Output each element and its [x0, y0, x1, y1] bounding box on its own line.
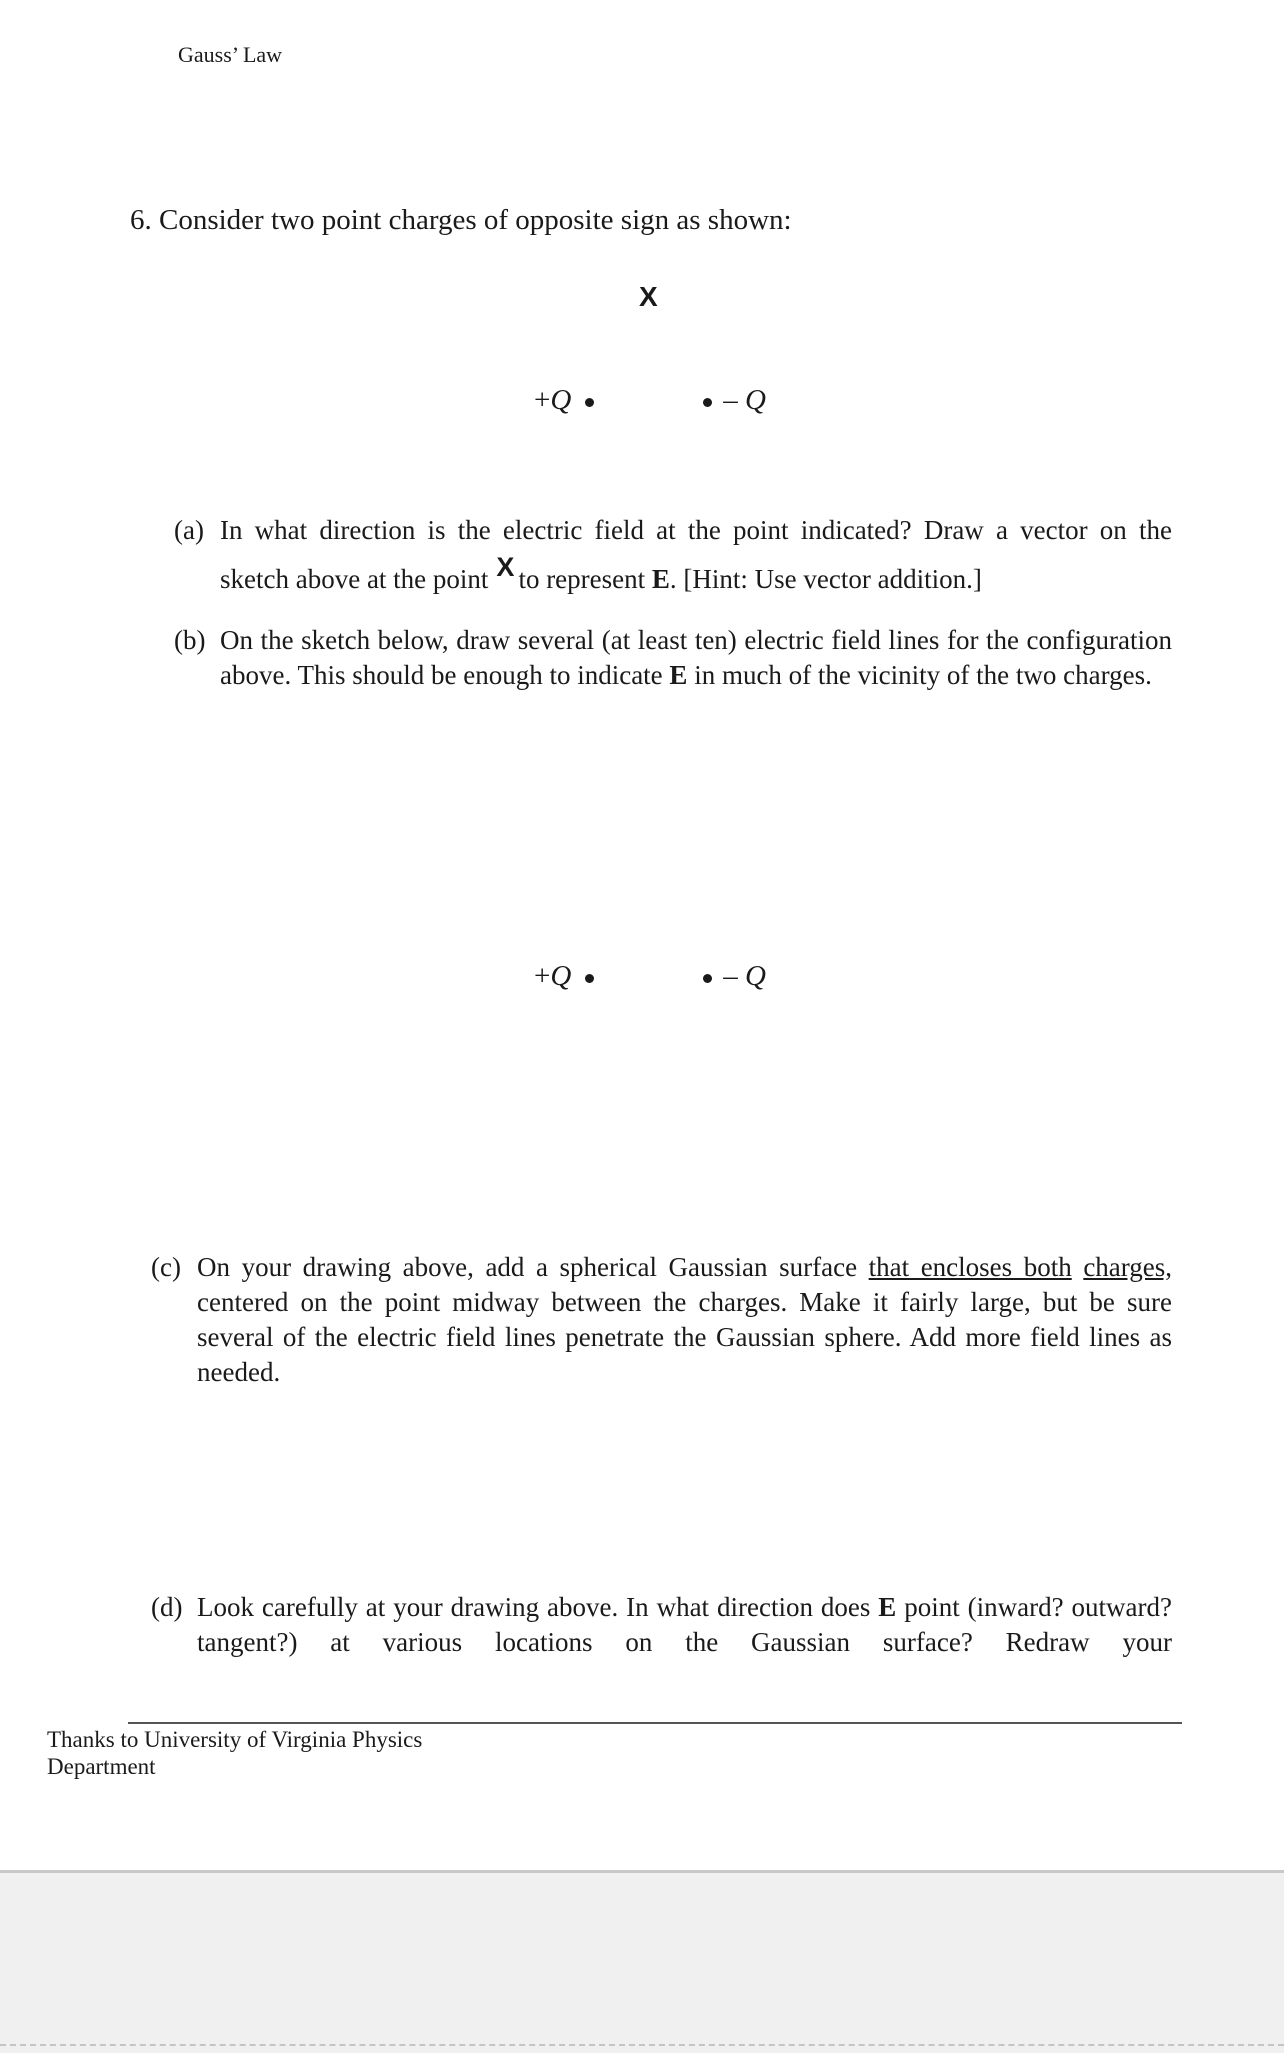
- part-b: [174, 623, 1172, 693]
- question-text: Consider two point charges of opposite sign as shown:: [159, 204, 792, 236]
- part-d-text-after: point (inward? outward? tangent?) at various locations on the Gaussian surface? Redraw your: [197, 1592, 1173, 1657]
- charge-sign: +: [534, 384, 551, 416]
- part-a: [174, 513, 1172, 597]
- footer-credit: Thanks to University of Virginia Physics Department: [47, 1727, 423, 1779]
- part-d-body: [197, 1590, 1172, 1660]
- charge-dot: [585, 974, 594, 983]
- charge-dot: [703, 974, 712, 983]
- part-c-text: On your drawing above, add a spherical Gaussian surface: [197, 1252, 858, 1282]
- charge-dot: [703, 398, 712, 407]
- charge-symbol: Q: [550, 384, 572, 416]
- part-a-line1: In what direction is the electric field at the point indicated? Draw a vector on the: [220, 515, 1172, 545]
- part-label: (d): [151, 1592, 183, 1622]
- part-a-hint: . [Hint: Use vector addition.]: [669, 564, 982, 594]
- part-c-text-after: centered on the point midway between the charges. Make it fairly large, but be sure several of the electric field lines penetrate the Gaussian sphere. Add more field lines as needed.: [197, 1287, 1172, 1387]
- charge-dot: [585, 398, 594, 407]
- part-b-text-after: in much of the vicinity of the two charges.: [694, 660, 1152, 690]
- part-a-text: sketch above at the point: [220, 564, 489, 594]
- page-break-indicator: [0, 2044, 1284, 2046]
- charge-sign: –: [723, 960, 738, 992]
- underlined-phrase-2: charges,: [1083, 1252, 1173, 1282]
- viewer-background: [0, 1870, 1284, 2053]
- field-symbol: E: [878, 1592, 897, 1622]
- negative-charge-bottom: [703, 960, 766, 993]
- negative-charge-top: [703, 384, 766, 417]
- page-header: Gauss’ Law: [178, 42, 283, 67]
- part-d-text: Look carefully at your drawing above. In what direction does: [197, 1592, 871, 1622]
- question-number: 6.: [130, 204, 152, 236]
- positive-charge-bottom: [534, 960, 594, 993]
- positive-charge-top: [534, 384, 594, 417]
- part-a-line2: [220, 552, 1172, 597]
- footer-divider: [128, 1722, 1182, 1724]
- charge-sign: –: [723, 384, 738, 416]
- charge-sign: +: [534, 960, 551, 992]
- part-label: (b): [174, 625, 206, 655]
- question-6: [130, 204, 792, 237]
- point-marker-inline: X: [496, 552, 515, 582]
- field-symbol: E: [669, 660, 688, 690]
- part-label: (a): [174, 515, 204, 545]
- part-a-text-after: to represent: [518, 564, 646, 594]
- underlined-phrase: that encloses both: [868, 1252, 1072, 1282]
- field-point-marker: X: [639, 281, 658, 312]
- part-label: (c): [151, 1252, 181, 1282]
- part-d: [151, 1590, 1173, 1660]
- field-symbol: E: [651, 564, 670, 594]
- part-c: [151, 1250, 1173, 1390]
- charge-symbol: Q: [745, 384, 766, 416]
- part-b-text: On the sketch below, draw several (at least ten) electric field lines for the configuration above. This should be enough to indicate: [220, 625, 1172, 690]
- charge-symbol: Q: [745, 960, 766, 992]
- charge-symbol: Q: [550, 960, 572, 992]
